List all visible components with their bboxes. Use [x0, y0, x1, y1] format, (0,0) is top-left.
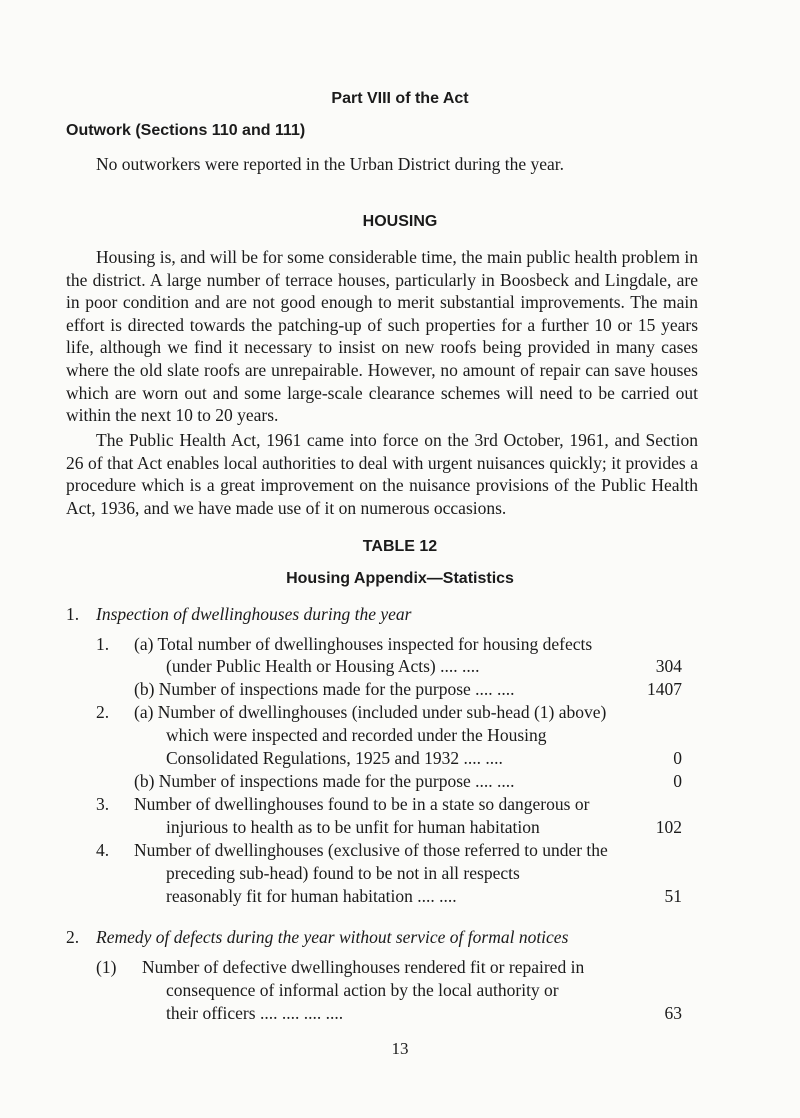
item-line: (b) Number of inspections made for the purpose .... ....: [134, 679, 515, 699]
item-value: 0: [673, 748, 682, 768]
item-value: 51: [664, 886, 682, 906]
item-line: Number of defective dwellinghouses rendered fit or repaired in: [142, 957, 585, 977]
table-subtitle: Housing Appendix—Statistics: [286, 570, 514, 587]
housing-paragraph-1: Housing is, and will be for some considerable time, the main public health problem in the district. A large number of terrace houses, particularly in Boosbeck and Lingdale, are in poor condition and are not good enough to merit substantial improvements. The main effort is directed towards the patching-up of such properties for a further 10 or 15 years life, although we find it necessary to insist on new roofs being provided in many cases where the old slate roofs are unrepairable. However, no amount of repair can save houses which are worn out and some large-scale clearance schemes will need to be carried out within the next 10 to 20 years.: [66, 247, 698, 426]
item-line: consequence of informal action by the local authority or: [166, 980, 559, 1000]
item-number: (1): [96, 957, 117, 977]
item-line: (a) Number of dwellinghouses (included under sub-head (1) above): [134, 702, 607, 722]
item-number: 3.: [96, 794, 110, 814]
item-value: 0: [673, 771, 682, 791]
section-1-title: Inspection of dwellinghouses during the year: [96, 604, 412, 624]
item-value: 63: [664, 1003, 682, 1023]
item-line: injurious to health as to be unfit for human habitation: [166, 817, 540, 837]
item-value: 304: [655, 656, 682, 676]
outwork-text: No outworkers were reported in the Urban District during the year.: [96, 154, 564, 174]
section-1-number: 1.: [66, 604, 80, 624]
item-line: (b) Number of inspections made for the purpose .... ....: [134, 771, 515, 791]
item-number: 1.: [96, 634, 110, 654]
item-line: reasonably fit for human habitation .... ....: [166, 886, 457, 906]
item-line: preceding sub-head) found to be not in all respects: [166, 863, 520, 883]
item-line: (a) Total number of dwellinghouses inspected for housing defects: [134, 634, 593, 654]
item-number: 2.: [96, 702, 110, 722]
section-2-number: 2.: [66, 927, 80, 947]
item-line: (under Public Health or Housing Acts) .... ....: [166, 656, 480, 676]
outwork-heading: Outwork (Sections 110 and 111): [66, 122, 306, 139]
section-2-title: Remedy of defects during the year without service of formal notices: [96, 927, 569, 947]
item-line: which were inspected and recorded under the Housing: [166, 725, 547, 745]
housing-paragraph-2: The Public Health Act, 1961 came into force on the 3rd October, 1961, and Section 26 of that Act enables local authorities to deal with urgent nuisances quickly; it provides a procedure which is a great improvement on the nuisance provisions of the Public Health Act, 1936, and we have made use of it on numerous occasions.: [66, 430, 698, 518]
part-title: Part VIII of the Act: [331, 90, 469, 107]
item-line: their officers .... .... .... ....: [166, 1003, 344, 1023]
page-number: 13: [391, 1039, 409, 1058]
item-value: 1407: [647, 679, 682, 699]
housing-heading: HOUSING: [362, 213, 438, 230]
item-line: Number of dwellinghouses (exclusive of those referred to under the: [134, 840, 608, 860]
item-line: Number of dwellinghouses found to be in a state so dangerous or: [134, 794, 590, 814]
table-title: TABLE 12: [362, 538, 438, 555]
item-line: Consolidated Regulations, 1925 and 1932 .... ....: [166, 748, 503, 768]
item-value: 102: [655, 817, 682, 837]
item-number: 4.: [96, 840, 110, 860]
